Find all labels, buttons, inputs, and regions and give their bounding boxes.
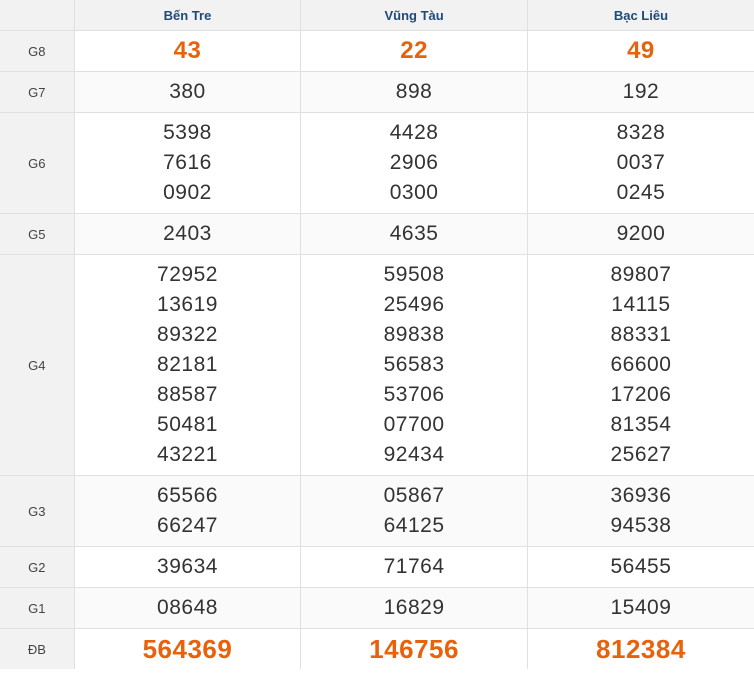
- prize-numbers-cell: [74, 214, 301, 255]
- table-row: [0, 31, 754, 72]
- prize-number: 564369: [142, 634, 233, 664]
- prize-number: 81354: [610, 413, 672, 436]
- prize-number: 2403: [163, 222, 212, 245]
- prize-label: G5: [0, 214, 74, 255]
- prize-numbers-cell: [527, 547, 754, 588]
- prize-number: 39634: [157, 555, 218, 578]
- prize-number: 25627: [610, 443, 672, 466]
- prize-numbers-cell: [301, 255, 528, 476]
- prize-number: 82181: [157, 353, 218, 376]
- prize-number: 53706: [383, 383, 445, 406]
- prize-numbers-cell: [301, 214, 528, 255]
- prize-number: 71764: [383, 555, 445, 578]
- prize-number: 89838: [383, 323, 445, 346]
- prize-number: 5398: [163, 121, 212, 144]
- prize-number: 380: [169, 80, 206, 103]
- table-row: [0, 72, 754, 113]
- prize-label: G1: [0, 588, 74, 629]
- prize-numbers-cell: [74, 547, 301, 588]
- table-header: [0, 0, 754, 31]
- prize-number: 49: [627, 37, 655, 64]
- prize-numbers-cell: [301, 72, 528, 113]
- prize-number: 65566: [157, 484, 218, 507]
- prize-number: 17206: [610, 383, 672, 406]
- prize-label: G2: [0, 547, 74, 588]
- prize-number: 05867: [383, 484, 445, 507]
- table-row: [0, 547, 754, 588]
- prize-number: 2906: [389, 151, 439, 174]
- prize-number: 9200: [616, 222, 666, 245]
- prize-number: 72952: [157, 263, 218, 286]
- prize-number: 56583: [383, 353, 445, 376]
- prize-number: 14115: [611, 293, 671, 316]
- prize-numbers-cell: [527, 113, 754, 214]
- prize-numbers-cell: [527, 629, 754, 670]
- header-row: [0, 0, 754, 31]
- prize-number: 192: [622, 80, 660, 103]
- prize-number: 50481: [157, 413, 218, 436]
- prize-number: 15409: [610, 596, 672, 619]
- prize-numbers-cell: [301, 547, 528, 588]
- prize-numbers-cell: [301, 629, 528, 670]
- header-prize-column: [0, 0, 74, 31]
- prize-label: G7: [0, 72, 74, 113]
- prize-number: 94538: [610, 514, 672, 537]
- prize-number: 66600: [610, 353, 672, 376]
- prize-numbers-cell: [527, 255, 754, 476]
- prize-number: 8328: [616, 121, 666, 144]
- prize-numbers-cell: [74, 629, 301, 670]
- prize-numbers-cell: [527, 476, 754, 547]
- prize-number: 66247: [157, 514, 218, 537]
- prize-number: 43221: [157, 443, 218, 466]
- prize-number: 89807: [610, 263, 672, 286]
- prize-number: 22: [400, 37, 428, 64]
- prize-numbers-cell: [527, 214, 754, 255]
- prize-label: G4: [0, 255, 74, 476]
- prize-numbers-cell: [301, 113, 528, 214]
- prize-numbers-cell: [74, 588, 301, 629]
- prize-label: ĐB: [0, 629, 74, 670]
- prize-number: 898: [395, 80, 433, 103]
- prize-number: 25496: [383, 293, 445, 316]
- prize-label: G8: [0, 31, 74, 72]
- prize-number: 0245: [616, 181, 666, 204]
- prize-number: 43: [173, 37, 202, 64]
- prize-number: 88587: [157, 383, 218, 406]
- header-province-2[interactable]: Bạc Liêu: [527, 0, 754, 31]
- prize-number: 59508: [383, 263, 445, 286]
- prize-numbers-cell: [74, 31, 301, 72]
- prize-number: 92434: [383, 443, 445, 466]
- prize-number: 89322: [157, 323, 218, 346]
- table-row: [0, 214, 754, 255]
- prize-number: 07700: [383, 413, 445, 436]
- prize-numbers-cell: [527, 72, 754, 113]
- header-province-1[interactable]: Vũng Tàu: [301, 0, 528, 31]
- prize-number: 56455: [610, 555, 672, 578]
- prize-number: 812384: [596, 634, 686, 664]
- prize-number: 7616: [163, 151, 212, 174]
- prize-numbers-cell: [527, 588, 754, 629]
- prize-number: 13619: [157, 293, 218, 316]
- prize-numbers-cell: [301, 476, 528, 547]
- prize-numbers-cell: [74, 476, 301, 547]
- table-row: [0, 113, 754, 214]
- prize-numbers-cell: [301, 588, 528, 629]
- prize-label: G3: [0, 476, 74, 547]
- prize-number: 146756: [369, 634, 459, 664]
- table-body: [0, 31, 754, 670]
- prize-number: 36936: [610, 484, 672, 507]
- prize-numbers-cell: [74, 255, 301, 476]
- prize-number: 4635: [389, 222, 439, 245]
- prize-numbers-cell: [527, 31, 754, 72]
- prize-number: 4428: [389, 121, 439, 144]
- header-province-0[interactable]: Bến Tre: [74, 0, 301, 31]
- table-row: [0, 476, 754, 547]
- table-row: [0, 588, 754, 629]
- prize-numbers-cell: [74, 113, 301, 214]
- prize-numbers-cell: [74, 72, 301, 113]
- prize-number: 88331: [610, 323, 672, 346]
- prize-numbers-cell: [301, 31, 528, 72]
- prize-number: 08648: [157, 596, 218, 619]
- table-row: [0, 255, 754, 476]
- table-row: [0, 629, 754, 670]
- prize-label: G6: [0, 113, 74, 214]
- prize-number: 16829: [383, 596, 445, 619]
- prize-number: 0300: [389, 181, 439, 204]
- prize-number: 0037: [616, 151, 666, 174]
- prize-number: 0902: [163, 181, 212, 204]
- prize-number: 64125: [383, 514, 445, 537]
